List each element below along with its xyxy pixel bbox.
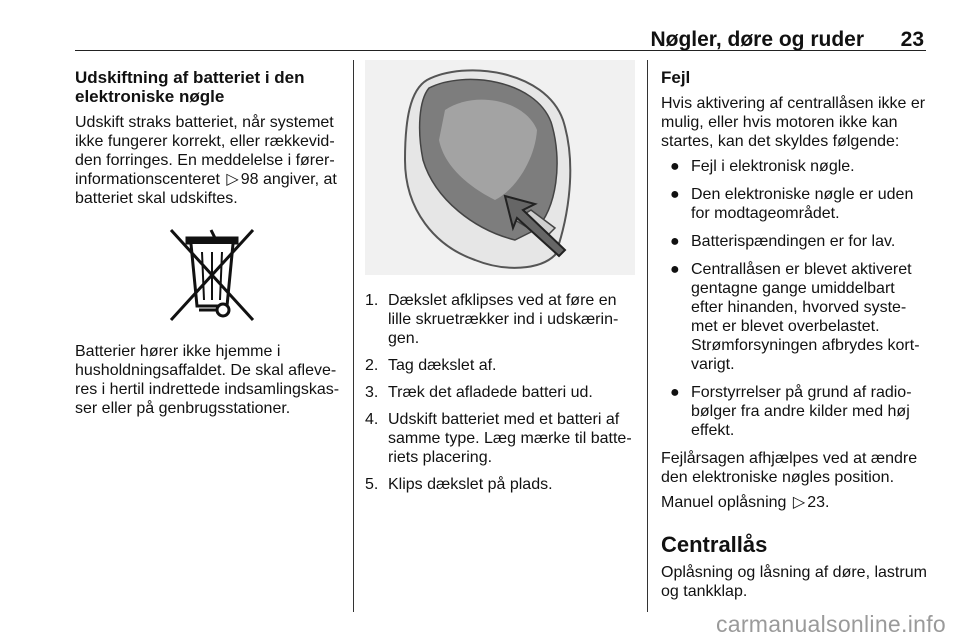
manual-unlock-paragraph xyxy=(661,493,929,512)
page-header xyxy=(75,28,926,51)
manual-unlock-text: Manuel oplåsning xyxy=(661,494,787,511)
step-text: Udskift batteriet med et batteri af samme type. Læg mærke til batte-riets placering. xyxy=(388,411,632,466)
running-title: Nøgler, døre og ruder xyxy=(650,28,864,51)
step-number: 2. xyxy=(365,357,379,374)
central-lock-heading: Centrallås xyxy=(661,532,768,557)
step-text: Dækslet afklipses ved at føre en lille skruetrækker ind i udskærin-gen. xyxy=(388,292,619,347)
list-item xyxy=(661,232,929,251)
page-number: 23 xyxy=(900,28,924,51)
page-reference-link[interactable]: 23. xyxy=(807,494,830,511)
bullet-icon: ● xyxy=(670,384,680,401)
column-divider-2 xyxy=(647,60,648,612)
battery-paragraph xyxy=(75,113,343,208)
battery-text-part1: Udskift straks batteriet, når systemet ikke fungerer korrekt, eller rækkevid-den forringes. En meddelelse i fører-informationscenteret xyxy=(75,114,335,188)
column-1 xyxy=(75,60,343,424)
battery-text-part2: angiver, at batteriet skal udskiftes. xyxy=(75,171,337,207)
battery-heading-line2: elektroniske nøgle xyxy=(75,87,225,106)
list-item-text: Fejl i elektronisk nøgle. xyxy=(691,158,855,175)
list-item-text: Den elektroniske nøgle er uden for modtageområdet. xyxy=(691,186,914,222)
step-number: 5. xyxy=(365,476,379,493)
list-item-text: Forstyrrelser på grund af radio-bølger fra andre kilder med høj effekt. xyxy=(691,384,912,439)
list-item-text: Centrallåsen er blevet aktiveret gentagne gange umiddelbart efter hinanden, hvorved syste-met er blevet overbelastet. Strømforsyningen afbrydes kort-varigt. xyxy=(691,261,920,373)
central-lock-text: Oplåsning og låsning af døre, lastrum og tankklap. xyxy=(661,564,927,600)
step-item xyxy=(365,291,635,348)
fault-cause-list xyxy=(661,157,929,440)
key-fob-illustration xyxy=(365,60,635,275)
list-item xyxy=(661,185,929,223)
watermark: carmanualsonline.info xyxy=(715,611,946,637)
bullet-icon: ● xyxy=(670,233,680,250)
list-item xyxy=(661,157,929,176)
disposal-paragraph: Batterier hører ikke hjemme i husholdningsaffaldet. De skal afleve-res i hertil indrettede indsamlingskas-ser eller på genbrugsstationer. xyxy=(75,343,340,417)
battery-heading-line1: Udskiftning af batteriet i den xyxy=(75,68,305,87)
crossed-out-bin-icon xyxy=(75,222,343,322)
key-fob-figure xyxy=(365,60,635,275)
step-text: Tag dækslet af. xyxy=(388,357,497,374)
page-reference-link[interactable]: 98 xyxy=(240,171,259,188)
column-2 xyxy=(365,60,635,502)
recycling-bin-figure xyxy=(75,222,343,322)
battery-heading xyxy=(75,68,343,106)
step-item xyxy=(365,356,635,375)
step-item xyxy=(365,475,635,494)
step-number: 4. xyxy=(365,411,379,428)
remedy-paragraph: Fejlårsagen afhjælpes ved at ændre den elektroniske nøgles position. xyxy=(661,450,918,486)
bullet-icon: ● xyxy=(670,186,680,203)
replacement-steps xyxy=(365,291,635,494)
list-item xyxy=(661,260,929,374)
page-reference-icon: ▷ xyxy=(226,171,239,188)
list-item xyxy=(661,383,929,440)
step-number: 3. xyxy=(365,384,379,401)
list-item-text: Batterispændingen er for lav. xyxy=(691,233,896,250)
fault-intro: Hvis aktivering af centrallåsen ikke er mulig, eller hvis motoren ikke kan startes, kan det skyldes følgende: xyxy=(661,95,926,150)
bullet-icon: ● xyxy=(670,261,680,278)
page-reference-icon: ▷ xyxy=(792,494,806,511)
step-text: Træk det afladede batteri ud. xyxy=(388,384,593,401)
column-divider-1 xyxy=(353,60,354,612)
step-number: 1. xyxy=(365,292,379,309)
column-3 xyxy=(661,60,929,607)
fault-heading: Fejl xyxy=(661,68,691,87)
step-item xyxy=(365,383,635,402)
bullet-icon: ● xyxy=(670,158,680,175)
step-item xyxy=(365,410,635,467)
step-text: Klips dækslet på plads. xyxy=(388,476,553,493)
